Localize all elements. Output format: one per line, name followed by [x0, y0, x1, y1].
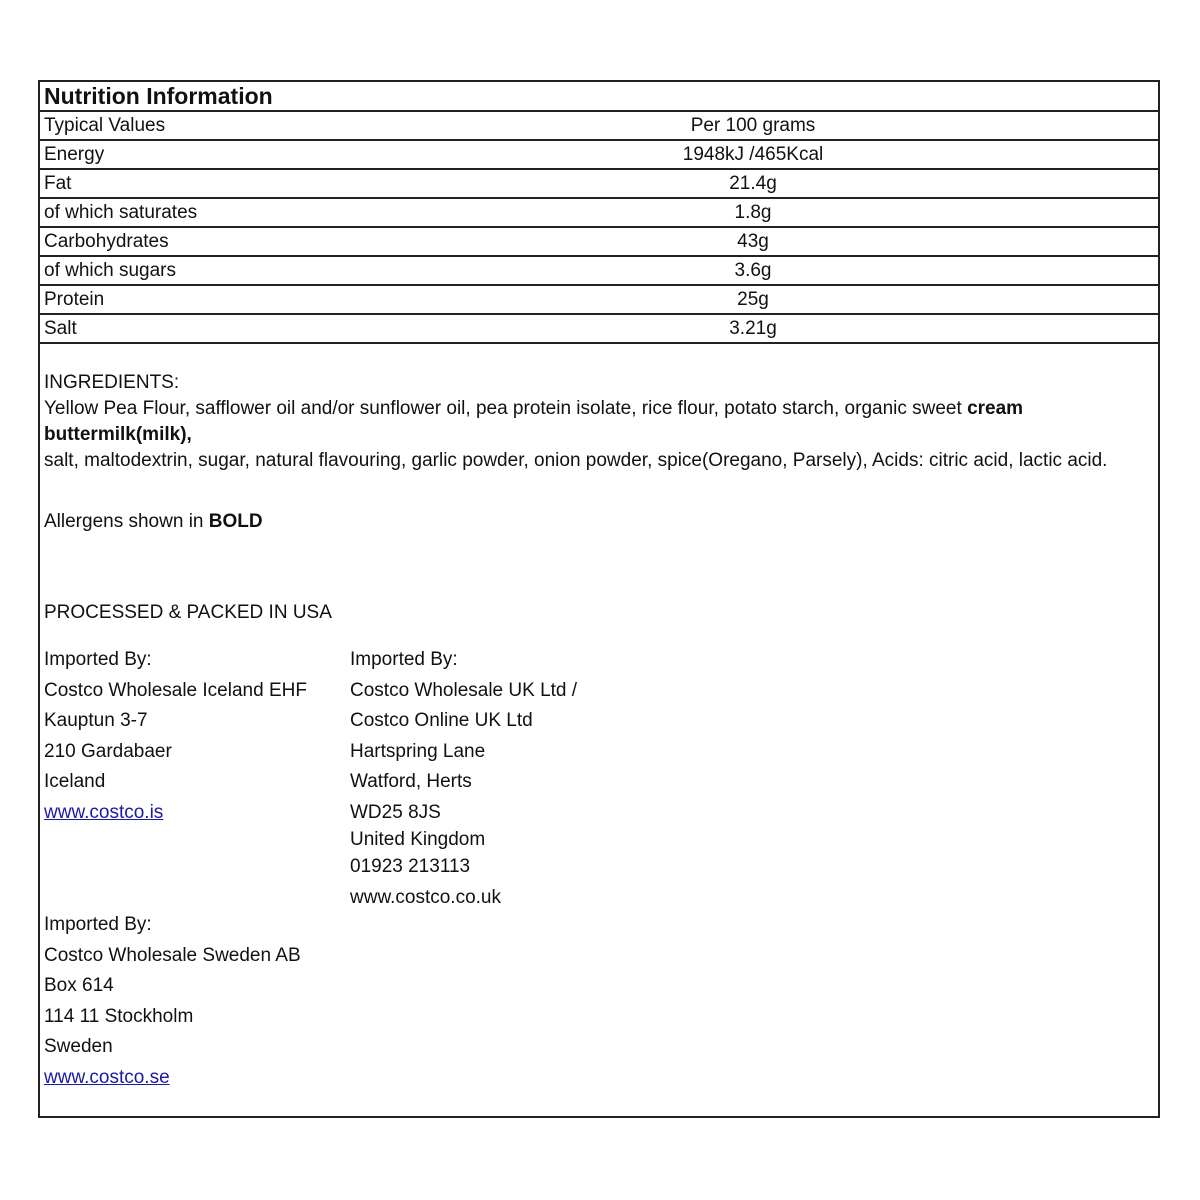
address-line: 210 Gardabaer [44, 740, 172, 762]
importer-uk [350, 645, 577, 913]
address-line: Box 614 [44, 975, 114, 996]
nutrient-label: Fat [40, 169, 348, 198]
nutrient-label: Carbohydrates [40, 227, 348, 256]
address-line: Costco Online UK Ltd [350, 710, 533, 731]
address-line: Iceland [44, 771, 106, 792]
nutrient-label: of which sugars [40, 256, 348, 285]
address-line: Costco Wholesale Iceland EHF [44, 679, 307, 701]
importer-heading: Imported By: [44, 914, 152, 935]
address-line: WD25 8JS [350, 801, 441, 823]
ingredients-line-2: salt, maltodextrin, sugar, natural flavouring, garlic powder, onion powder, spice(Oregano, Parsely), Acids: citric acid, lactic acid. [44, 450, 1108, 471]
importer-sweden [44, 910, 301, 1093]
nutrition-header-row [40, 111, 1158, 140]
label-sheet [38, 80, 1160, 1118]
nutrient-value: 1.8g [348, 198, 1158, 227]
ingredients-heading: INGREDIENTS: [44, 372, 180, 393]
importer-iceland [44, 645, 307, 828]
ingredients-allergen-text: cream buttermilk(milk), [44, 398, 1024, 445]
nutrient-value: 1948kJ /465Kcal [348, 140, 1158, 169]
table-row [40, 198, 1158, 227]
address-line: Costco Wholesale UK Ltd / [350, 679, 578, 701]
ingredients-text: Yellow Pea Flour, safflower oil and/or sunflower oil, pea protein isolate, rice flour, potato starch, organic sweet [44, 398, 968, 419]
ingredients-line-1 [44, 396, 1134, 448]
costco-se-link[interactable]: www.costco.se [44, 1066, 170, 1088]
allergen-note [44, 511, 263, 533]
allergen-note-text: Allergens shown in [44, 511, 209, 532]
website-text: www.costco.co.uk [350, 886, 501, 908]
nutrition-title: Nutrition Information [40, 82, 1158, 111]
nutrient-value: 3.21g [348, 314, 1158, 343]
origin-statement: PROCESSED & PACKED IN USA [44, 602, 332, 623]
allergen-note-bold: BOLD [208, 511, 263, 532]
nutrient-value: 21.4g [348, 169, 1158, 198]
address-line: Sweden [44, 1036, 113, 1057]
address-line: United Kingdom [350, 829, 486, 850]
table-row [40, 285, 1158, 314]
nutrient-label: Salt [40, 314, 348, 343]
nutrition-table [40, 82, 1158, 344]
nutrient-label: Energy [40, 140, 348, 169]
importer-heading: Imported By: [44, 649, 152, 670]
address-line: Costco Wholesale Sweden AB [44, 944, 301, 966]
per-100g-label: Per 100 grams [348, 111, 1158, 140]
address-line: 114 11 Stockholm [44, 1005, 194, 1027]
table-row [40, 314, 1158, 343]
phone-number: 01923 213113 [350, 856, 471, 877]
importer-heading: Imported By: [350, 649, 458, 670]
nutrient-label: of which saturates [40, 198, 348, 227]
address-line: Watford, Herts [350, 771, 472, 792]
address-line: Hartspring Lane [350, 740, 486, 762]
typical-values-label: Typical Values [40, 111, 348, 140]
table-row [40, 140, 1158, 169]
table-row [40, 256, 1158, 285]
nutrient-value: 25g [348, 285, 1158, 314]
nutrient-value: 3.6g [348, 256, 1158, 285]
ingredients-block [44, 370, 1134, 474]
table-row [40, 227, 1158, 256]
nutrition-title-row [40, 82, 1158, 111]
costco-is-link[interactable]: www.costco.is [44, 801, 164, 823]
nutrient-value: 43g [348, 227, 1158, 256]
nutrient-label: Protein [40, 285, 348, 314]
table-row [40, 169, 1158, 198]
address-line: Kauptun 3-7 [44, 710, 148, 731]
